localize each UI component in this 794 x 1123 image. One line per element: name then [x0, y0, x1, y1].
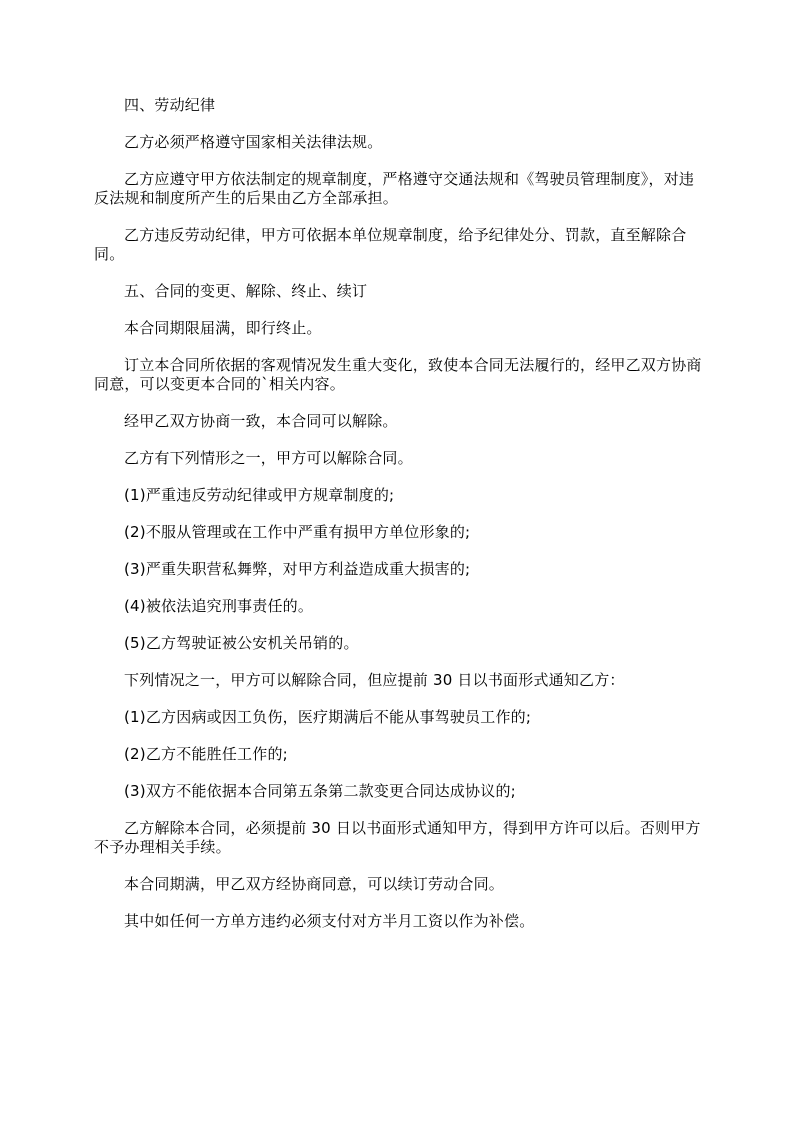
- paragraph: 乙方解除本合同，必须提前 30 日以书面形式通知甲方，得到甲方许可以后。否则甲方不予办理相关手续。: [94, 819, 701, 856]
- paragraph: 乙方必须严格遵守国家相关法律法规。: [124, 133, 383, 151]
- paragraph: 乙方违反劳动纪律，甲方可依据本单位规章制度，给予纪律处分、罚款，直至解除合同。: [94, 226, 687, 263]
- paragraph: 本合同期限届满，即行终止。: [124, 319, 322, 337]
- list-item: (1)严重违反劳动纪律或甲方规章制度的;: [124, 486, 395, 504]
- list-item: (1)乙方因病或因工负伤，医疗期满后不能从事驾驶员工作的;: [124, 708, 532, 726]
- section-heading-labor-discipline: 四、劳动纪律: [124, 96, 216, 114]
- list-item: (3)双方不能依据本合同第五条第二款变更合同达成协议的;: [124, 782, 516, 800]
- list-item: (2)不服从管理或在工作中严重有损甲方单位形象的;: [124, 523, 471, 541]
- list-item: (3)严重失职营私舞弊，对甲方利益造成重大损害的;: [124, 560, 471, 578]
- paragraph: 订立本合同所依据的客观情况发生重大变化，致使本合同无法履行的，经甲乙双方协商同意，可以变更本合同的`相关内容。: [94, 356, 702, 393]
- list-item: (2)乙方不能胜任工作的;: [124, 745, 288, 763]
- list-item: (4)被依法追究刑事责任的。: [124, 597, 314, 615]
- section-heading-contract-changes: 五、合同的变更、解除、终止、续订: [124, 282, 368, 300]
- paragraph: 下列情况之一，甲方可以解除合同，但应提前 30 日以书面形式通知乙方：: [124, 671, 625, 689]
- document-body: [94, 96, 704, 949]
- paragraph: 其中如任何一方单方违约必须支付对方半月工资以作为补偿。: [124, 912, 535, 930]
- paragraph: 乙方有下列情形之一，甲方可以解除合同。: [124, 449, 413, 467]
- list-item: (5)乙方驾驶证被公安机关吊销的。: [124, 634, 359, 652]
- paragraph: 本合同期满，甲乙双方经协商同意，可以续订劳动合同。: [124, 875, 505, 893]
- paragraph: 乙方应遵守甲方依法制定的规章制度，严格遵守交通法规和《驾驶员管理制度》，对违反法规和制度所产生的后果由乙方全部承担。: [94, 170, 695, 207]
- paragraph: 经甲乙双方协商一致，本合同可以解除。: [124, 412, 398, 430]
